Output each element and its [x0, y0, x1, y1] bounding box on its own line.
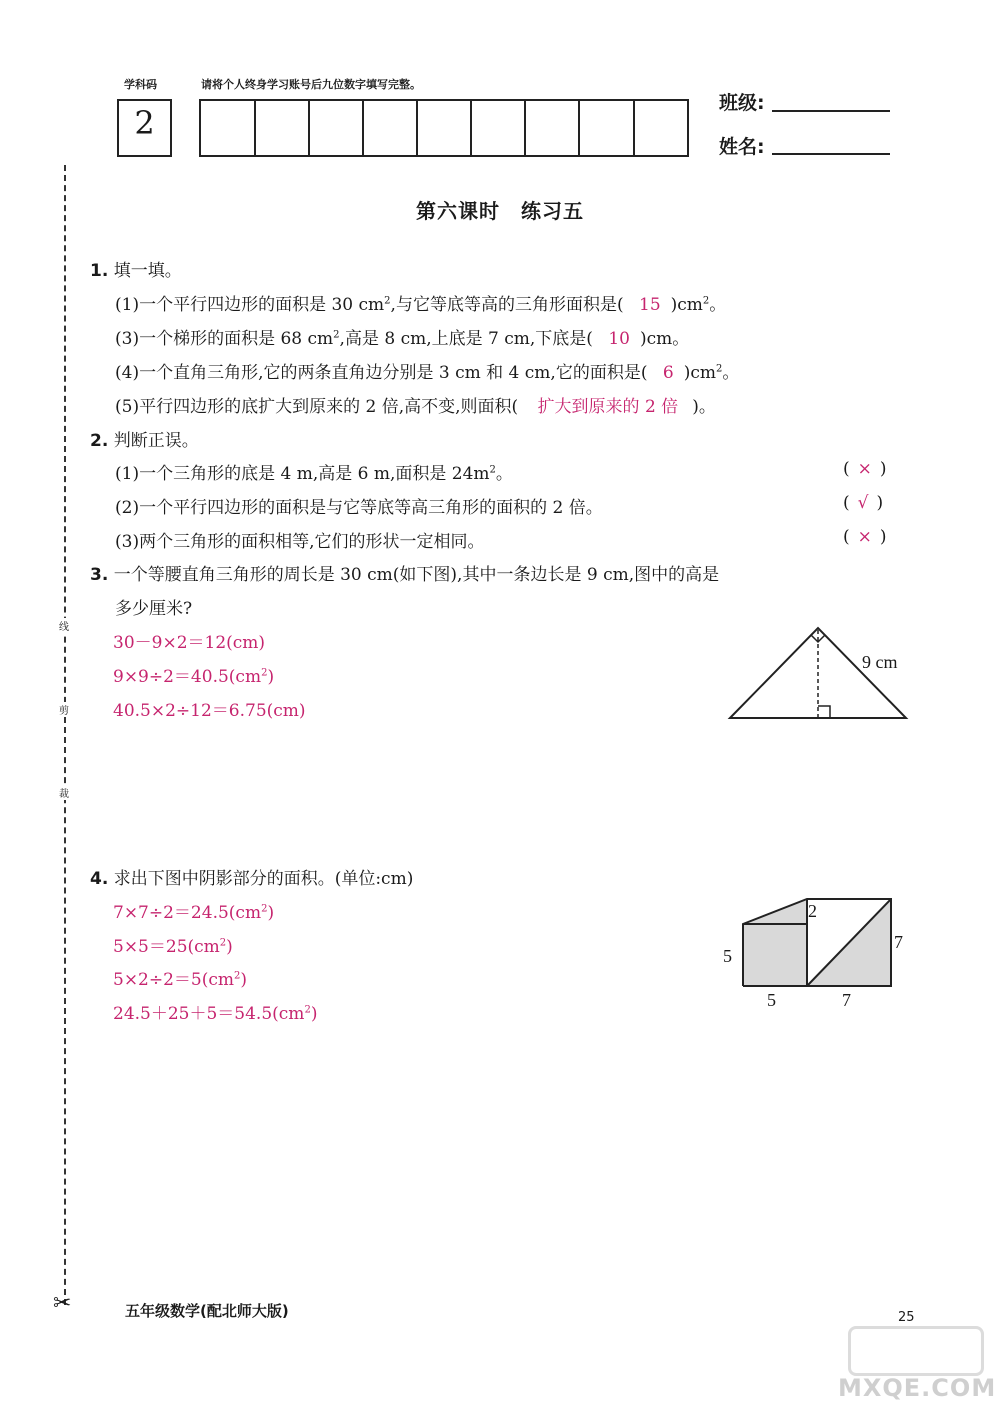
- q4-text-body: 求出下图中阴影部分的面积。(单位:cm): [113, 869, 414, 889]
- q1-item-text: )。: [692, 397, 716, 417]
- q4-work-line: [113, 965, 247, 990]
- q1-item-text: ,高是 8 cm,上底是 7 cm,下底是(: [339, 329, 593, 349]
- watermark-logo-icon: [848, 1326, 984, 1376]
- account-instruction: 请将个人终身学习账号后九位数字填写完整。: [201, 78, 421, 91]
- q4-work-text: ): [226, 937, 233, 957]
- q4-work-sup: 2: [234, 970, 241, 982]
- q4-work-sup: 2: [304, 1004, 311, 1016]
- account-cell-divider: [524, 100, 526, 156]
- q1-heading: [90, 256, 182, 281]
- account-cell-divider: [470, 100, 472, 156]
- page-number: 25: [898, 1310, 915, 1325]
- q4-text: [90, 864, 413, 889]
- q2-mark: √: [857, 493, 869, 513]
- q3-line2: 多少厘米?: [115, 599, 193, 619]
- q1-item: [115, 358, 739, 383]
- q2-heading: [90, 426, 199, 451]
- q2-item: [115, 459, 513, 484]
- q2-item-text: 。: [495, 464, 513, 484]
- class-label: 班级:: [719, 92, 765, 114]
- q3-work-sup: 2: [261, 667, 268, 679]
- q1-answer[interactable]: 10: [608, 329, 630, 349]
- account-cell-divider: [254, 100, 256, 156]
- q4-work-text: 7×7÷2＝24.5(cm: [113, 903, 262, 923]
- q1-item: [115, 290, 726, 315]
- q4-work-text: ): [240, 970, 248, 990]
- q1-item-text: (1)一个平行四边形的面积是 30 cm: [115, 295, 385, 315]
- q4-work-sup: 2: [219, 937, 227, 949]
- q1-item-text: 。: [709, 295, 727, 315]
- margin-char: 线: [59, 618, 69, 633]
- subject-code-label: 学科码: [124, 78, 157, 91]
- q1-item-sup: 2: [333, 329, 340, 341]
- account-cell-divider: [362, 100, 364, 156]
- account-cell-divider: [633, 100, 635, 156]
- footer-book-title: 五年级数学(配北师大版): [125, 1302, 289, 1320]
- q2-heading-text: 判断正误。: [113, 431, 199, 451]
- q2-item: (3)两个三角形的面积相等,它们的形状一定相同。: [115, 532, 485, 552]
- q3-side-label: 9 cm: [862, 652, 898, 672]
- q4-label-right: 7: [894, 932, 903, 952]
- q3-work-line: 30－9×2＝12(cm): [113, 633, 266, 653]
- right-angle-mark: [818, 706, 830, 718]
- q3-work-text: 9×9÷2＝40.5(cm: [113, 667, 262, 687]
- q2-judgement[interactable]: ( × ): [843, 527, 887, 547]
- q4-work-text: 5×5＝25(cm: [113, 937, 220, 957]
- q3-work-text: ): [267, 667, 275, 687]
- q4-work-text: 5×2÷2＝5(cm: [113, 970, 235, 990]
- q3-work-line: 40.5×2÷12＝6.75(cm): [113, 701, 306, 721]
- q1-item-text: )cm。: [639, 329, 690, 349]
- scissors-icon: ✂: [53, 1291, 72, 1316]
- q1-number: 1.: [90, 261, 109, 281]
- q1-item-text: (3)一个梯形的面积是 68 cm: [115, 329, 334, 349]
- q2-mark: ×: [857, 459, 872, 479]
- q1-item-text: )cm: [683, 363, 716, 383]
- subject-code-value: 2: [134, 104, 155, 142]
- q2-item-text: (1)一个三角形的底是 4 m,高是 6 m,面积是 24m: [115, 464, 490, 484]
- q4-work-line: [113, 999, 317, 1024]
- q1-item: [115, 324, 689, 349]
- q1-item-sup: 2: [702, 295, 710, 307]
- q1-item-sup: 2: [384, 295, 391, 307]
- q1-item-sup: 2: [715, 363, 723, 375]
- q4-label-top: 2: [808, 901, 817, 921]
- watermark: MXQE.COM: [838, 1374, 997, 1402]
- q1-answer[interactable]: 6: [662, 363, 674, 383]
- q1-item-text: 。: [722, 363, 740, 383]
- q3-triangle-figure: [720, 620, 920, 730]
- q4-label-left: 5: [723, 946, 732, 966]
- account-cell-divider: [578, 100, 580, 156]
- account-number-boxes[interactable]: [199, 99, 689, 157]
- account-cell-divider: [308, 100, 310, 156]
- shaded-square: [743, 924, 807, 986]
- name-label: 姓名:: [719, 136, 765, 158]
- q2-judgement[interactable]: ( × ): [843, 459, 887, 479]
- account-cell-divider: [416, 100, 418, 156]
- q4-work-line: [113, 898, 274, 923]
- margin-char: 裁: [59, 785, 69, 800]
- q4-work-text: ): [267, 903, 275, 923]
- q1-answer[interactable]: 扩大到原来的 2 倍: [537, 397, 679, 417]
- q3-line1: 一个等腰直角三角形的周长是 30 cm(如下图),其中一条边长是 9 cm,图中的高是: [113, 565, 720, 585]
- q1-item-text: (4)一个直角三角形,它的两条直角边分别是 3 cm 和 4 cm,它的面积是(: [115, 363, 648, 383]
- q1-item-text: (5)平行四边形的底扩大到原来的 2 倍,高不变,则面积(: [115, 397, 519, 417]
- q1-item: [115, 392, 716, 417]
- margin-char: 剪: [59, 702, 69, 717]
- q4-label-bottom-left: 5: [767, 990, 776, 1010]
- cut-line: [64, 165, 66, 1305]
- class-field[interactable]: [772, 88, 890, 112]
- q1-item-text: ,与它等底等高的三角形面积是(: [390, 295, 624, 315]
- name-field[interactable]: [772, 131, 890, 155]
- q4-work-text: ): [310, 1004, 318, 1024]
- q2-judgement[interactable]: ( √ ): [843, 493, 884, 513]
- q3-work-line: [113, 662, 274, 687]
- q4-work-line: [113, 932, 233, 957]
- page-title: 第六课时 练习五: [416, 199, 584, 223]
- q2-mark: ×: [857, 527, 872, 547]
- q3-number: 3.: [90, 565, 109, 585]
- q2-number: 2.: [90, 431, 109, 451]
- q4-work-text: 24.5＋25＋5＝54.5(cm: [113, 1004, 305, 1024]
- q2-item-sup: 2: [489, 464, 496, 476]
- q1-answer[interactable]: 15: [639, 295, 661, 315]
- q1-item-text: )cm: [670, 295, 703, 315]
- q4-number: 4.: [90, 869, 109, 889]
- q3-text: [90, 560, 719, 585]
- q4-work-sup: 2: [261, 903, 268, 915]
- q1-heading-text: 填一填。: [113, 261, 182, 281]
- q4-label-bottom-right: 7: [842, 990, 851, 1010]
- q4-shaded-figure: [735, 892, 900, 992]
- q2-item: (2)一个平行四边形的面积是与它等底等高三角形的面积的 2 倍。: [115, 498, 603, 518]
